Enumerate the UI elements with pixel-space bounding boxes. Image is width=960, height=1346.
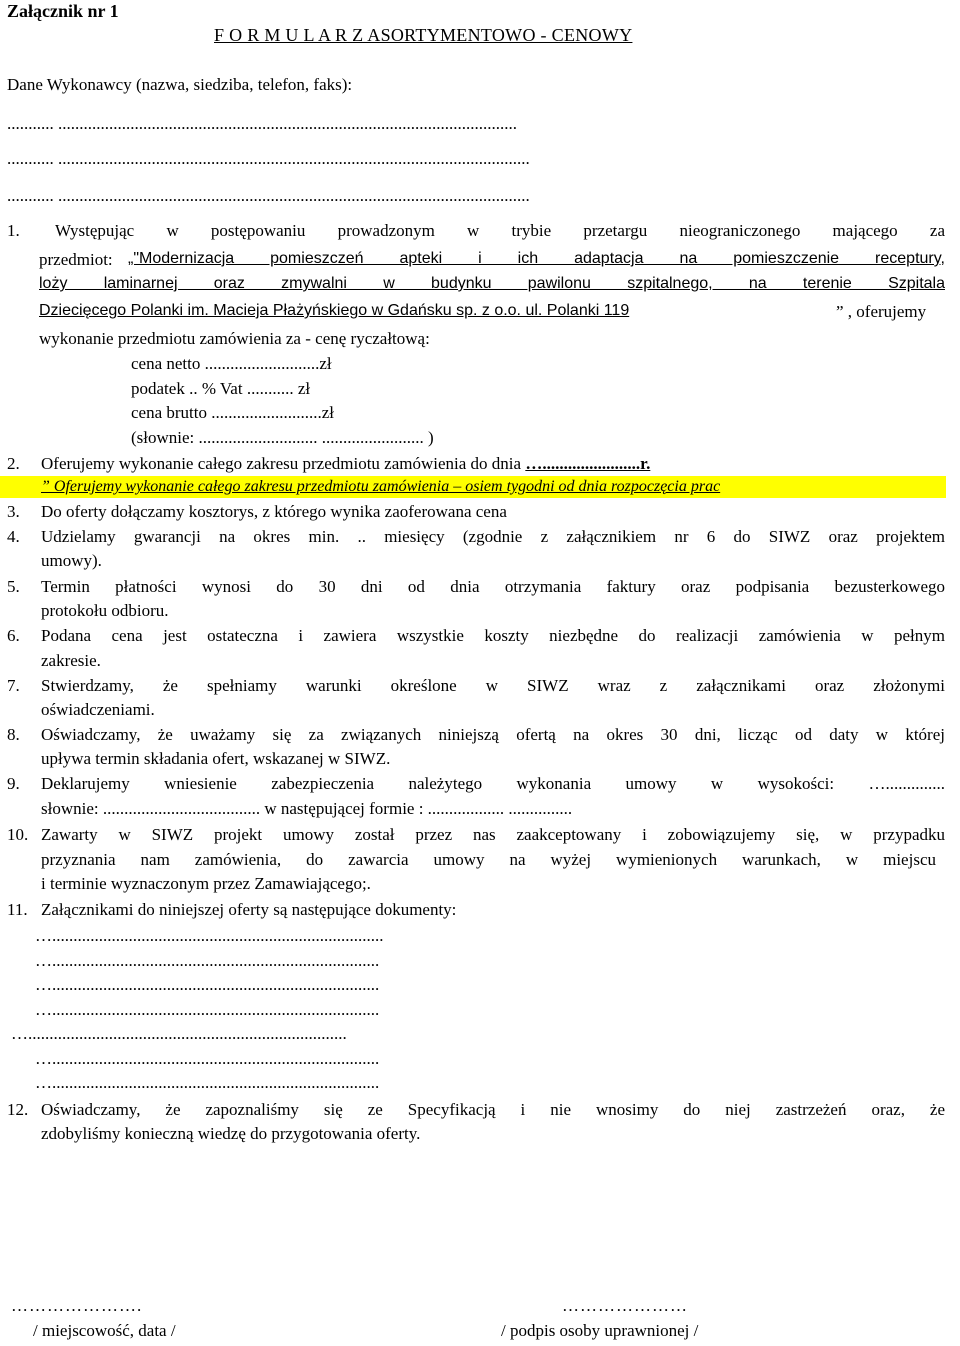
item-1-line-1: Występując w postępowaniu prowadzonym w trybie przetargu nieograniczonego mającego za [55, 221, 945, 240]
price-in-words: (słownie: ............................ ........................ ) [131, 428, 434, 447]
item-7-line-2: oświadczeniami. [41, 700, 155, 719]
attachment-line-7: …............................................................................. [35, 1073, 380, 1092]
item-4-line-1: Udzielamy gwarancji na okres min. .. miesięcy (zgodnie z załącznikiem nr 6 do SIWZ oraz projektem [41, 527, 945, 546]
item-1-subject-line-2: loży laminarnej oraz zmywalni w budynku pawilonu szpitalnego, na terenie Szpitala [39, 275, 945, 292]
place-date-dots: …………………. [11, 1296, 143, 1315]
contractor-line-1: ........... ............................................................................................................ [7, 114, 517, 133]
item-6-number: 6. [7, 626, 20, 645]
attachment-line-1: ….............................................................................. [35, 926, 384, 945]
place-date-label: / miejscowość, data / [33, 1321, 176, 1340]
item-2-number: 2. [7, 454, 20, 473]
item-5-line-2: protokołu odbioru. [41, 601, 169, 620]
item-3-line-1: Do oferty dołączamy kosztorys, z którego wynika zaoferowana cena [41, 502, 507, 521]
item-10-line-3: i terminie wyznaczonym przez Zamawiającego;. [41, 874, 371, 893]
attachment-label: Załącznik nr 1 [7, 1, 119, 21]
item-5-line-1: Termin płatności wynosi do 30 dni od dnia otrzymania faktury oraz podpisania bezusterkowego [41, 577, 945, 596]
item-1-number: 1. [7, 221, 20, 240]
item-3-number: 3. [7, 502, 20, 521]
form-title: F O R M U L A R Z ASORTYMENTOWO - CENOWY [214, 25, 633, 45]
contractor-label: Dane Wykonawcy (nazwa, siedziba, telefon, faks): [7, 75, 353, 94]
item-8-line-1: Oświadczamy, że uważamy się za związanych niniejszą ofertą na okres 30 dni, licząc od daty w której [41, 725, 945, 744]
item-6-line-1: Podana cena jest ostateczna i zawiera wszystkie koszty niezbędne do realizacji zamówienia w pełnym [41, 626, 945, 645]
price-net: cena netto ...........................zł [131, 354, 332, 373]
price-gross: cena brutto ..........................zł [131, 403, 335, 422]
attachment-line-6: …............................................................................. [35, 1049, 380, 1068]
attachment-line-4: …............................................................................. [35, 1000, 380, 1019]
item-8-number: 8. [7, 725, 20, 744]
attachment-line-5: …........................................................................... [11, 1024, 347, 1043]
item-2-text [41, 454, 650, 474]
item-2-date-blank: ….......................r. [525, 454, 651, 473]
item-1-subject-line-3: Dziecięcego Polanki im. Macieja Płażyńskiego w Gdańsku sp. z o.o. ul. Polanki 119 [39, 302, 630, 319]
item-2-label: Oferujemy wykonanie całego zakresu przedmiotu zamówienia do dnia [41, 454, 526, 473]
contractor-line-3: ........... ............................................................................................................... [7, 186, 530, 205]
item-10-line-2: przyznania nam zamówienia, do zawarcia umowy na wyżej wymienionych warunkach, w miejscu [41, 850, 936, 869]
item-1-offer-text: wykonanie przedmiotu zamówienia za - cenę ryczałtową: [39, 329, 430, 348]
item-6-line-2: zakresie. [41, 651, 101, 670]
item-4-line-2: umowy). [41, 551, 102, 570]
item-12-line-1: Oświadczamy, że zapoznaliśmy się ze Specyfikacją i nie wnosimy do niej zastrzeżeń oraz, że [41, 1100, 945, 1119]
item-5-number: 5. [7, 577, 20, 596]
item-1-offer-suffix: ” , oferujemy [836, 302, 927, 321]
item-10-number: 10. [7, 825, 29, 844]
item-12-line-2: zdobyliśmy konieczną wiedzę do przygotowania oferty. [41, 1124, 421, 1143]
item-10-line-1: Zawarty w SIWZ projekt umowy został przez nas zaakceptowany i zobowiązujemy się, w przypadku [41, 825, 945, 844]
attachment-line-3: …............................................................................. [35, 975, 380, 994]
price-vat: podatek .. % Vat ........... zł [131, 379, 311, 398]
item-9-line-1: Deklarujemy wniesienie zabezpieczenia należytego wykonania umowy w wysokości: ….............. [41, 774, 945, 793]
item-8-line-2: upływa termin składania ofert, wskazanej w SIWZ. [41, 749, 391, 768]
item-4-number: 4. [7, 527, 20, 546]
item-11-number: 11. [7, 900, 28, 919]
item-7-number: 7. [7, 676, 20, 695]
item-12-number: 12. [7, 1100, 29, 1119]
item-9-number: 9. [7, 774, 20, 793]
item-11-line-1: Załącznikami do niniejszej oferty są następujące dokumenty: [41, 900, 457, 919]
item-1-subject-line-1: „"Modernizacja pomieszczeń apteki i ich adaptacja na pomieszczenie receptury, [128, 250, 945, 267]
item-1-subject-label: przedmiot: [39, 250, 113, 269]
attachment-line-2: …............................................................................. [35, 951, 380, 970]
item-7-line-1: Stwierdzamy, że spełniamy warunki określone w SIWZ wraz z załącznikami oraz złożonymi [41, 676, 945, 695]
item-9-line-2: słownie: ..................................... w następującej formie : .................. ............... [41, 799, 573, 818]
item-2-highlighted-note: ” Oferujemy wykonanie całego zakresu przedmiotu zamówienia – osiem tygodni od dnia rozpoczęcia prac [41, 478, 721, 495]
signature-label: / podpis osoby uprawnionej / [501, 1321, 699, 1340]
contractor-line-2: ........... ............................................................................................................... [7, 149, 530, 168]
signature-dots: ………………… [562, 1296, 688, 1315]
